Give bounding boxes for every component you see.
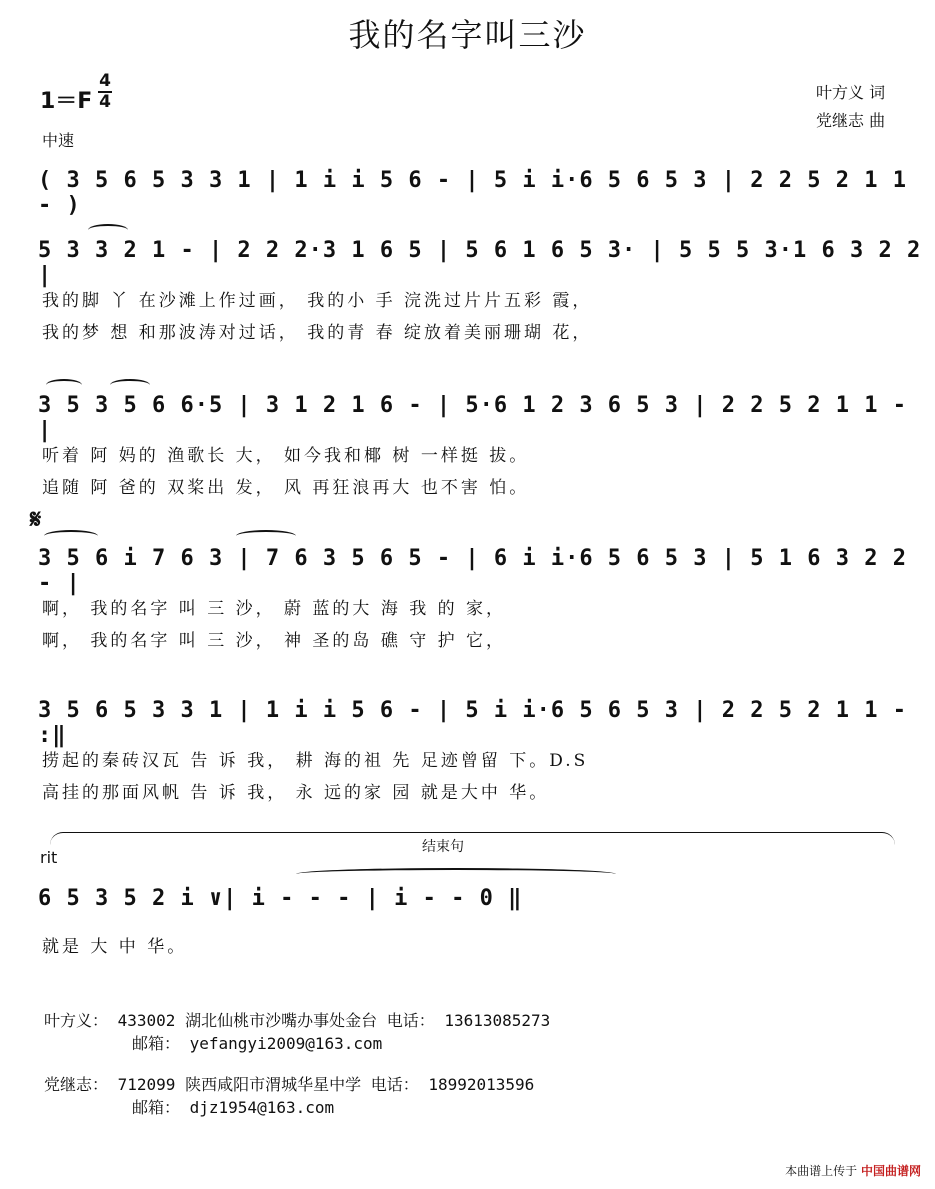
segno-sign: 𝄋 [30, 505, 42, 535]
ending-label: 结束句 [422, 839, 464, 855]
lyrics-verse-2: 高挂的那面风帆 告 诉 我， 永 远的家 园 就是大中 华。 [42, 783, 550, 803]
notation-line: 6 5 3 5 2 i ∨| i - - - | i - - 0 ‖ [38, 886, 523, 911]
key-signature: 1＝F [40, 89, 93, 114]
time-signature-top: 4 [99, 71, 111, 91]
lyrics-verse-1: 啊， 我的名字 叫 三 沙， 蔚 蓝的大 海 我 的 家， [42, 599, 507, 619]
notation-line: ( 3 5 6 5 3 3 1 | 1 i i 5 6 - | 5 i i·6 5 6 5 3 | 2 2 5 2 1 1 - ) [38, 168, 907, 218]
footer-brand-logo: 中国曲谱网 [860, 1164, 921, 1178]
ending-bracket [50, 832, 895, 845]
lyrics-verse-1: 我的脚 丫 在沙滩上作过画， 我的小 手 浣洗过片片五彩 霞， [42, 291, 593, 311]
footer-watermark [785, 1162, 921, 1179]
time-signature [98, 72, 112, 112]
contact-lyricist-email: 邮箱： yefangyi2009@163.com [132, 1034, 383, 1053]
notation-line: 3 5 6 5 3 3 1 | 1 i i 5 6 - | 5 i i·6 5 6 5 3 | 2 2 5 2 1 1 - :‖ [38, 698, 907, 748]
contact-composer-email: 邮箱： djz1954@163.com [132, 1098, 335, 1117]
lyrics-verse-1: 捞起的秦砖汉瓦 告 诉 我， 耕 海的祖 先 足迹曾留 下。D.S [42, 751, 589, 771]
lyrics-verse-2: 我的梦 想 和那波涛对过话， 我的青 春 绽放着美丽珊瑚 花， [42, 323, 593, 343]
lyrics-ending: 就是 大 中 华。 [42, 937, 188, 957]
time-signature-bottom: 4 [99, 92, 111, 112]
notation-line: 3 5 3 5 6 6·5 | 3 1 2 1 6 - | 5·6 1 2 3 6 5 3 | 2 2 5 2 1 1 - | [38, 393, 907, 443]
lyricist-credit: 叶方义 词 [816, 83, 886, 102]
page-title: 我的名字叫三沙 [348, 16, 587, 54]
composer-credit: 党继志 曲 [816, 111, 886, 130]
tempo-marking: 中速 [42, 131, 75, 150]
notation-line: 3 5 6 i 7 6 3 | 7 6 3 5 6 5 - | 6 i i·6 5 6 5 3 | 5 1 6 3 2 2 - | [38, 546, 907, 596]
contact-lyricist-address: 叶方义： 433002 湖北仙桃市沙嘴办事处金台 电话： 13613085273 [44, 1011, 551, 1030]
lyrics-verse-2: 啊， 我的名字 叫 三 沙， 神 圣的岛 礁 守 护 它， [42, 631, 507, 651]
lyrics-verse-1: 听着 阿 妈的 渔歌长 大， 如今我和椰 树 一样挺 拔。 [42, 446, 530, 466]
footer-prefix: 本曲谱上传于 [785, 1164, 858, 1178]
lyrics-verse-2: 追随 阿 爸的 双桨出 发， 风 再狂浪再大 也不害 怕。 [42, 478, 530, 498]
notation-line: 5 3 3 2 1 - | 2 2 2·3 1 6 5 | 5 6 1 6 5 3· | 5 5 5 3·1 6 3 2 2 | [38, 238, 922, 288]
contact-composer-address: 党继志： 712099 陕西咸阳市渭城华星中学 电话： 18992013596 [44, 1075, 535, 1094]
ritardando-marking: rit [40, 848, 58, 867]
